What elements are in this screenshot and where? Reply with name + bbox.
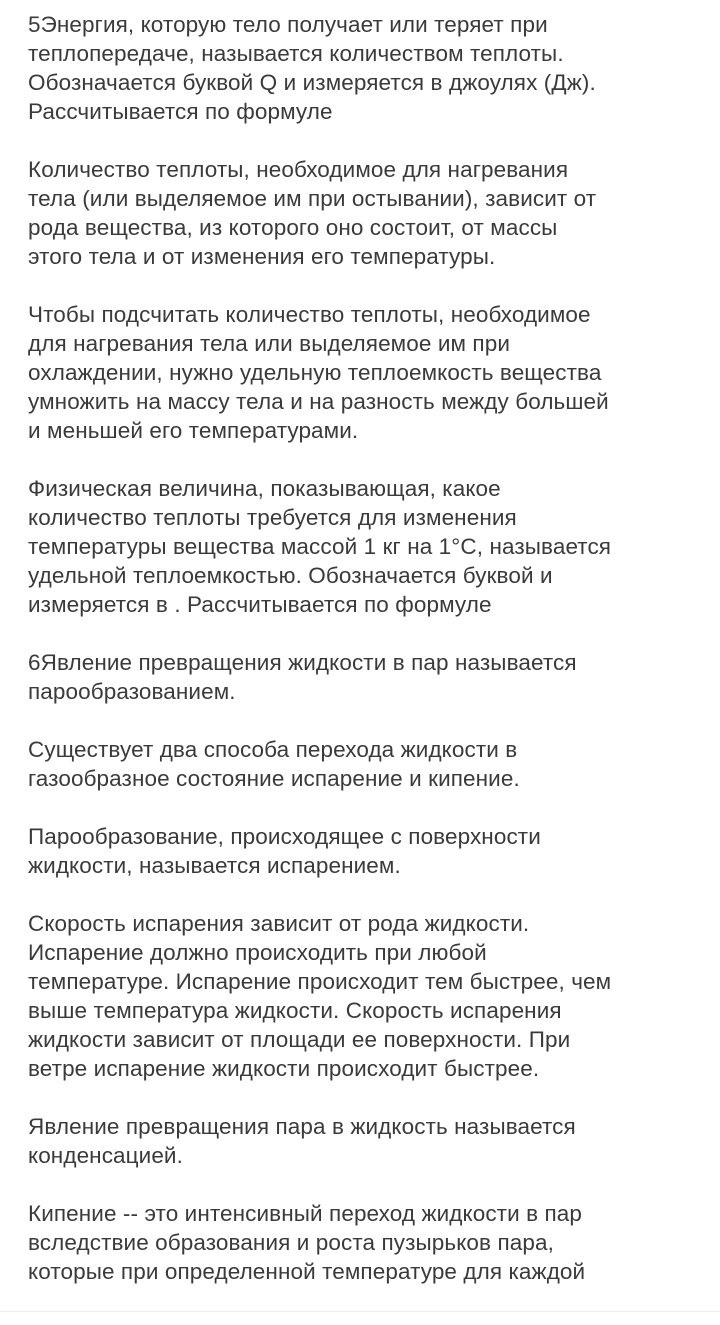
- paragraph-boiling: Кипение -- это интенсивный переход жидкости в пар вследствие образования и роста пузырьков пара, которые при определенной температуре для каждой: [28, 1201, 586, 1284]
- paragraph-heat-quantity: 5Энергия, которую тело получает или теряет при теплопередаче, называется количеством теплоты. Обозначается буквой Q и измеряется в джоулях (Дж). Рассчитывается по формуле: [28, 12, 596, 124]
- paragraph-heat-dependence: Количество теплоты, необходимое для нагревания тела (или выделяемое им при остывании), зависит от рода вещества, из которого оно состоит, от массы этого тела и от изменения его температуры.: [28, 157, 597, 269]
- paragraph-vaporization: 6Явление превращения жидкости в пар называется парообразованием.: [28, 650, 577, 704]
- bottom-divider: [0, 1311, 720, 1312]
- paragraph-evaporation-rate: Скорость испарения зависит от рода жидкости. Испарение должно происходить при любой температуре. Испарение происходит тем быстрее, чем выше температура жидкости. Скорость испарения жидкости зависит от площади ее поверхности. При ветре испарение жидкости происходит быстрее.: [28, 911, 612, 1081]
- document-text: [28, 10, 704, 1315]
- paragraph-heat-calculation: Чтобы подсчитать количество теплоты, необходимое для нагревания тела или выделяемое им при охлаждении, нужно удельную теплоемкость вещества умножить на массу тела и на разность между большей и меньшей его температурами.: [28, 302, 609, 443]
- paragraph-evaporation: Парообразование, происходящее с поверхности жидкости, называется испарением.: [28, 824, 541, 878]
- paragraph-specific-heat: Физическая величина, показывающая, какое количество теплоты требуется для изменения температуры вещества массой 1 кг на 1°С, называется удельной теплоемкостью. Обозначается буквой и измеряется в . Рассчитывается по формуле: [28, 476, 612, 617]
- paragraph-vaporization-methods: Существует два способа перехода жидкости в газообразное состояние испарение и кипение.: [28, 737, 520, 791]
- paragraph-condensation: Явление превращения пара в жидкость называется конденсацией.: [28, 1114, 576, 1168]
